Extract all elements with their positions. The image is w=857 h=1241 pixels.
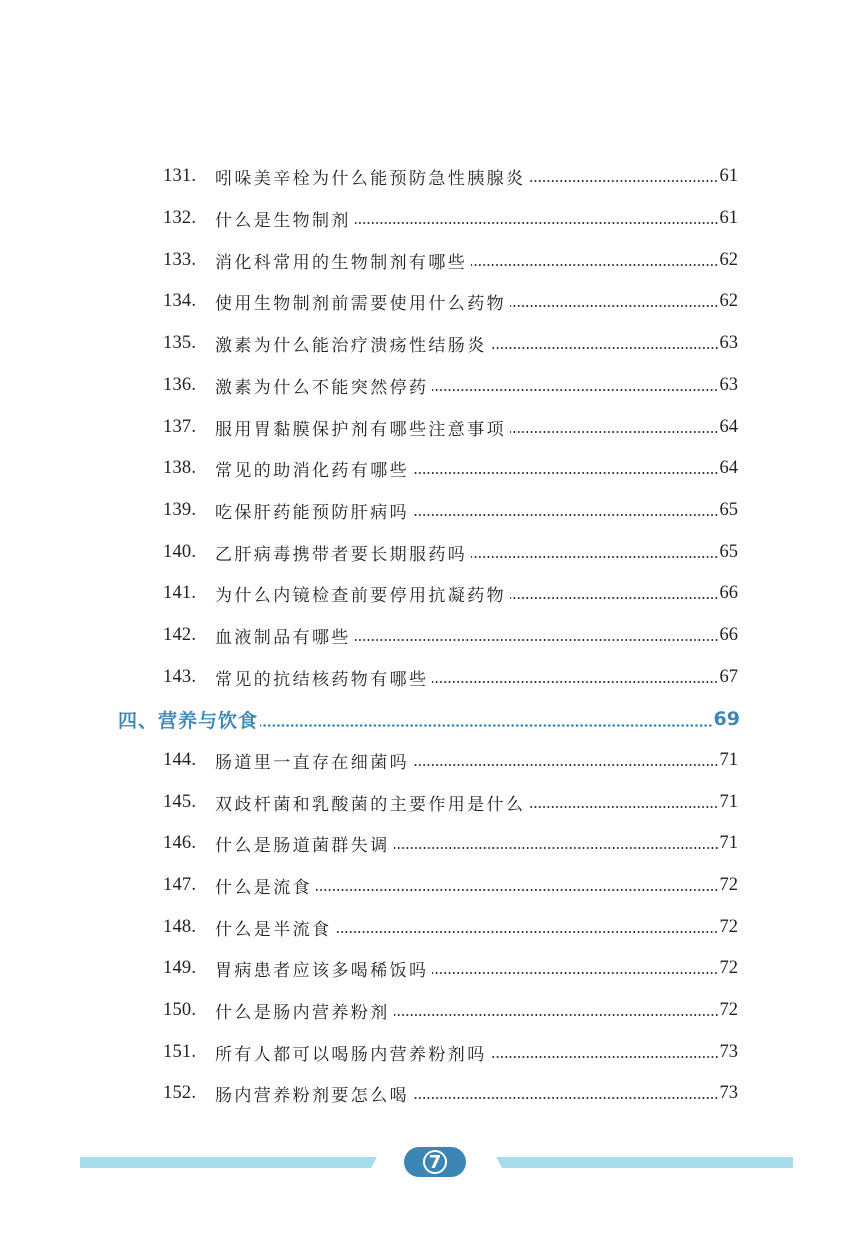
toc-entry-page: 63 — [719, 374, 738, 395]
toc-entry-title: 血液制品有哪些 — [215, 627, 351, 648]
page-footer — [0, 1142, 857, 1186]
toc-entry-page: 66 — [719, 624, 738, 645]
toc-entry-page: 65 — [719, 499, 738, 520]
toc-entry-number: 145. — [163, 791, 197, 812]
toc-entry-title: 肠道里一直存在细菌吗 — [215, 752, 409, 773]
toc-entry-number: 131. — [163, 165, 197, 186]
toc-entry-page: 64 — [719, 457, 738, 478]
dot-leader — [491, 1056, 719, 1058]
toc-entry-page: 62 — [719, 290, 738, 311]
dot-leader — [394, 847, 719, 849]
toc-entry[interactable] — [163, 1078, 738, 1108]
toc-section-heading[interactable] — [118, 703, 740, 735]
toc-entry-title: 双歧杆菌和乳酸菌的主要作用是什么 — [215, 794, 526, 815]
toc-entry[interactable] — [163, 245, 738, 275]
footer-bar-left — [80, 1157, 377, 1168]
toc-entry[interactable] — [163, 453, 738, 483]
toc-entry-number: 143. — [163, 666, 197, 687]
toc-entry-number: 136. — [163, 374, 197, 395]
toc-entry-title: 吲哚美辛栓为什么能预防急性胰腺炎 — [215, 168, 526, 189]
toc-entry-title: 常见的助消化药有哪些 — [215, 460, 409, 481]
toc-entry-title: 什么是肠内营养粉剂 — [215, 1002, 390, 1023]
toc-entry-number: 144. — [163, 749, 197, 770]
toc-entry-title: 服用胃黏膜保护剂有哪些注意事项 — [215, 419, 506, 440]
toc-entry-page: 73 — [719, 1041, 738, 1062]
page-number: 7 — [428, 1151, 442, 1173]
dot-leader — [355, 639, 719, 641]
toc-entry[interactable] — [163, 995, 738, 1025]
toc-entry-page: 67 — [719, 666, 738, 687]
dot-leader — [413, 1097, 719, 1099]
toc-entry-title: 什么是半流食 — [215, 919, 332, 940]
toc-entry-page: 71 — [719, 832, 738, 853]
toc-entry-number: 140. — [163, 541, 197, 562]
toc-entry[interactable] — [163, 370, 738, 400]
toc-entry[interactable] — [163, 412, 738, 442]
toc-entry[interactable] — [163, 578, 738, 608]
dot-leader — [471, 556, 718, 558]
dot-leader — [491, 347, 719, 349]
toc-entry-page: 72 — [719, 874, 738, 895]
toc-entry[interactable] — [163, 286, 738, 316]
toc-entry[interactable] — [163, 161, 738, 191]
toc-entry-title: 胃病患者应该多喝稀饭吗 — [215, 960, 429, 981]
dot-leader — [529, 806, 718, 808]
toc-entry-number: 135. — [163, 332, 197, 353]
section-page: 69 — [713, 708, 740, 730]
toc-entry-number: 148. — [163, 916, 197, 937]
toc-entry-number: 147. — [163, 874, 197, 895]
toc-entry-number: 149. — [163, 957, 197, 978]
footer-bar-right — [496, 1157, 793, 1168]
dot-leader — [413, 764, 719, 766]
toc-entry-title: 什么是生物制剂 — [215, 210, 351, 231]
dot-leader — [335, 931, 718, 933]
toc-entry-page: 61 — [719, 165, 738, 186]
dot-leader — [510, 597, 719, 599]
toc-entry[interactable] — [163, 912, 738, 942]
toc-entry[interactable] — [163, 328, 738, 358]
toc-entry-number: 139. — [163, 499, 197, 520]
dot-leader — [316, 889, 719, 891]
toc-entry-page: 65 — [719, 541, 738, 562]
toc-entry-title: 吃保肝药能预防肝病吗 — [215, 502, 409, 523]
toc-entry-page: 72 — [719, 957, 738, 978]
toc-entry-page: 71 — [719, 749, 738, 770]
toc-entry-number: 146. — [163, 832, 197, 853]
toc-entry-number: 133. — [163, 249, 197, 270]
toc-entry[interactable] — [163, 953, 738, 983]
toc-entry-title: 乙肝病毒携带者要长期服药吗 — [215, 544, 468, 565]
toc-entry[interactable] — [163, 870, 738, 900]
toc-entry-number: 138. — [163, 457, 197, 478]
toc-entry-page: 71 — [719, 791, 738, 812]
dot-leader — [413, 514, 719, 516]
toc-entry-title: 消化科常用的生物制剂有哪些 — [215, 252, 468, 273]
toc-entry-page: 72 — [719, 916, 738, 937]
toc-entry-page: 64 — [719, 416, 738, 437]
toc-entry[interactable] — [163, 745, 738, 775]
toc-entry-page: 66 — [719, 582, 738, 603]
section-title: 四、营养与饮食 — [118, 709, 259, 732]
toc-entry-title: 肠内营养粉剂要怎么喝 — [215, 1085, 409, 1106]
dot-leader — [432, 389, 718, 391]
toc-entry-number: 151. — [163, 1041, 197, 1062]
toc-entry[interactable] — [163, 537, 738, 567]
toc-entry[interactable] — [163, 495, 738, 525]
toc-entry-number: 152. — [163, 1082, 197, 1103]
toc-entry-number: 150. — [163, 999, 197, 1020]
toc-entry[interactable] — [163, 662, 738, 692]
toc-entry-number: 141. — [163, 582, 197, 603]
toc-entry-title: 使用生物制剂前需要使用什么药物 — [215, 293, 506, 314]
dot-leader — [432, 972, 718, 974]
toc-entry-number: 134. — [163, 290, 197, 311]
toc-entry[interactable] — [163, 620, 738, 650]
toc-entry-title: 激素为什么不能突然停药 — [215, 377, 429, 398]
toc-entry-title: 什么是流食 — [215, 877, 312, 898]
toc-entry-title: 常见的抗结核药物有哪些 — [215, 669, 429, 690]
toc-entry-number: 142. — [163, 624, 197, 645]
dot-leader — [510, 431, 719, 433]
toc-entry-page: 63 — [719, 332, 738, 353]
dot-leader — [260, 724, 713, 727]
toc-entry-number: 137. — [163, 416, 197, 437]
toc-entry-title: 激素为什么能治疗溃疡性结肠炎 — [215, 335, 487, 356]
toc-entry-title: 所有人都可以喝肠内营养粉剂吗 — [215, 1044, 487, 1065]
toc-entry[interactable] — [163, 828, 738, 858]
dot-leader — [355, 222, 719, 224]
dot-leader — [432, 681, 718, 683]
toc-entry-title: 什么是肠道菌群失调 — [215, 835, 390, 856]
dot-leader — [471, 264, 718, 266]
toc-entry[interactable] — [163, 1037, 738, 1067]
toc-entry-page: 72 — [719, 999, 738, 1020]
toc-entry-page: 61 — [719, 207, 738, 228]
toc-entry-title: 为什么内镜检查前要停用抗凝药物 — [215, 585, 506, 606]
dot-leader — [510, 305, 719, 307]
toc-entry[interactable] — [163, 787, 738, 817]
toc-entry-number: 132. — [163, 207, 197, 228]
toc-entry-page: 62 — [719, 249, 738, 270]
dot-leader — [394, 1014, 719, 1016]
toc-entry[interactable] — [163, 203, 738, 233]
toc-entry-page: 73 — [719, 1082, 738, 1103]
dot-leader — [413, 472, 719, 474]
dot-leader — [529, 180, 718, 182]
